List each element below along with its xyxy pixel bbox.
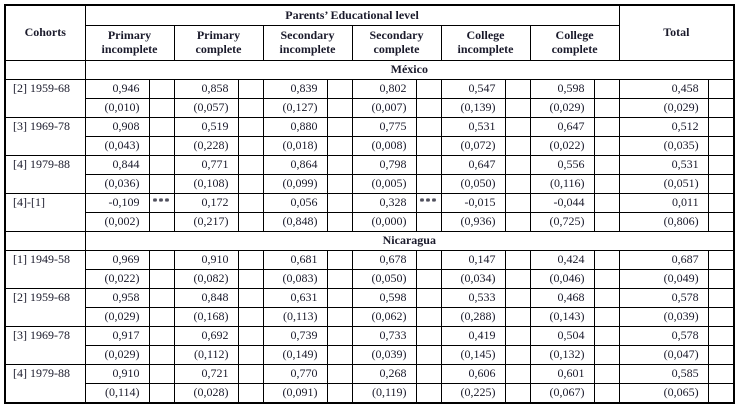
- standard-error-cell: (0,043): [85, 137, 149, 156]
- standard-error-cell: (0,028): [174, 384, 238, 404]
- significance-empty-cell: [594, 270, 619, 289]
- standard-error-cell: (0,091): [263, 384, 327, 404]
- standard-error-cell: (0,099): [263, 175, 327, 194]
- significance-empty-cell: [708, 175, 734, 194]
- standard-error-cell: (0,936): [441, 213, 505, 232]
- significance-cell: [505, 194, 530, 213]
- significance-cell: ***: [416, 194, 441, 213]
- standard-error-cell: (0,050): [441, 175, 505, 194]
- value-cell: 0,601: [530, 365, 594, 384]
- standard-error-cell: (0,057): [174, 99, 238, 118]
- table-header: [5, 5, 734, 61]
- value-cell: -0,044: [530, 194, 594, 213]
- value-cell: 0,578: [619, 289, 708, 308]
- column-header-primary-incomplete: Primary incomplete: [85, 26, 174, 61]
- significance-cell: [416, 327, 441, 346]
- significance-empty-cell: [149, 346, 174, 365]
- significance-cell: [594, 80, 619, 99]
- significance-cell: [505, 327, 530, 346]
- value-cell: 0,858: [174, 80, 238, 99]
- significance-empty-cell: [708, 99, 734, 118]
- significance-cell: [505, 80, 530, 99]
- value-cell: 0,647: [530, 118, 594, 137]
- significance-cell: [594, 118, 619, 137]
- value-cell: 0,917: [85, 327, 149, 346]
- significance-cell: [708, 251, 734, 270]
- standard-error-cell: (0,029): [530, 99, 594, 118]
- standard-error-cell: (0,050): [352, 270, 416, 289]
- significance-empty-cell: [327, 99, 352, 118]
- significance-empty-cell: [149, 213, 174, 232]
- significance-empty-cell: [149, 308, 174, 327]
- value-cell: 0,056: [263, 194, 327, 213]
- value-cell: 0,839: [263, 80, 327, 99]
- value-cell: 0,775: [352, 118, 416, 137]
- country-band-label: México: [85, 61, 734, 80]
- value-cell: 0,419: [441, 327, 505, 346]
- significance-cell: [505, 289, 530, 308]
- cohort-label: [4]-[1]: [5, 194, 85, 232]
- standard-error-row: [5, 308, 734, 327]
- value-cell: 0,844: [85, 156, 149, 175]
- value-cell: 0,556: [530, 156, 594, 175]
- significance-empty-cell: [327, 308, 352, 327]
- value-cell: 0,531: [619, 156, 708, 175]
- significance-cell: [594, 251, 619, 270]
- significance-empty-cell: [149, 137, 174, 156]
- value-cell: 0,733: [352, 327, 416, 346]
- significance-empty-cell: [327, 137, 352, 156]
- column-header-secondary-incomplete: Secondary incomplete: [263, 26, 352, 61]
- value-cell: 0,739: [263, 327, 327, 346]
- significance-cell: [149, 156, 174, 175]
- significance-empty-cell: [505, 175, 530, 194]
- value-row: [5, 365, 734, 384]
- significance-cell: [594, 156, 619, 175]
- band-empty-cell: [5, 232, 85, 251]
- standard-error-cell: (0,072): [441, 137, 505, 156]
- standard-error-cell: (0,018): [263, 137, 327, 156]
- standard-error-cell: (0,228): [174, 137, 238, 156]
- value-cell: 0,547: [441, 80, 505, 99]
- significance-cell: [149, 327, 174, 346]
- value-cell: 0,606: [441, 365, 505, 384]
- significance-cell: [149, 289, 174, 308]
- value-cell: 0,802: [352, 80, 416, 99]
- significance-empty-cell: [416, 270, 441, 289]
- cohorts-header: Cohorts: [5, 5, 85, 61]
- significance-cell: [708, 365, 734, 384]
- significance-empty-cell: [594, 99, 619, 118]
- significance-cell: [708, 80, 734, 99]
- significance-cell: [416, 365, 441, 384]
- standard-error-cell: (0,067): [530, 384, 594, 404]
- significance-empty-cell: [149, 175, 174, 194]
- standard-error-cell: (0,046): [530, 270, 594, 289]
- significance-empty-cell: [708, 308, 734, 327]
- standard-error-cell: (0,108): [174, 175, 238, 194]
- standard-error-cell: (0,049): [619, 270, 708, 289]
- standard-error-cell: (0,113): [263, 308, 327, 327]
- value-cell: 0,011: [619, 194, 708, 213]
- standard-error-cell: (0,029): [619, 99, 708, 118]
- significance-cell: [238, 80, 263, 99]
- cohort-label: [2] 1959-68: [5, 289, 85, 327]
- significance-empty-cell: [708, 270, 734, 289]
- standard-error-cell: (0,007): [352, 99, 416, 118]
- significance-empty-cell: [327, 270, 352, 289]
- significance-empty-cell: [416, 308, 441, 327]
- significance-empty-cell: [238, 175, 263, 194]
- group-title-header: Parents’ Educational level: [85, 5, 619, 26]
- significance-cell: [708, 194, 734, 213]
- column-header-college-complete: College complete: [530, 26, 619, 61]
- significance-cell: [149, 365, 174, 384]
- significance-cell: [416, 118, 441, 137]
- value-cell: 0,147: [441, 251, 505, 270]
- standard-error-cell: (0,168): [174, 308, 238, 327]
- significance-cell: [416, 251, 441, 270]
- standard-error-cell: (0,000): [352, 213, 416, 232]
- significance-empty-cell: [327, 346, 352, 365]
- significance-empty-cell: [505, 270, 530, 289]
- standard-error-cell: (0,022): [530, 137, 594, 156]
- significance-empty-cell: [594, 308, 619, 327]
- value-cell: -0,015: [441, 194, 505, 213]
- significance-cell: [238, 118, 263, 137]
- standard-error-cell: (0,132): [530, 346, 594, 365]
- value-cell: 0,328: [352, 194, 416, 213]
- value-cell: 0,504: [530, 327, 594, 346]
- significance-cell: [238, 194, 263, 213]
- country-band-row: [5, 232, 734, 251]
- standard-error-cell: (0,288): [441, 308, 505, 327]
- significance-cell: [327, 118, 352, 137]
- standard-error-cell: (0,114): [85, 384, 149, 404]
- significance-empty-cell: [708, 346, 734, 365]
- significance-empty-cell: [149, 270, 174, 289]
- significance-cell: [327, 156, 352, 175]
- value-cell: 0,721: [174, 365, 238, 384]
- value-cell: 0,585: [619, 365, 708, 384]
- significance-cell: [708, 289, 734, 308]
- significance-cell: [327, 194, 352, 213]
- significance-cell: [505, 251, 530, 270]
- country-band-row: [5, 61, 734, 80]
- standard-error-cell: (0,127): [263, 99, 327, 118]
- standard-error-cell: (0,149): [263, 346, 327, 365]
- educational-mobility-table: [4, 4, 735, 404]
- value-cell: 0,631: [263, 289, 327, 308]
- significance-cell: [505, 118, 530, 137]
- standard-error-cell: (0,225): [441, 384, 505, 404]
- value-cell: 0,598: [352, 289, 416, 308]
- significance-cell: [594, 365, 619, 384]
- value-cell: 0,771: [174, 156, 238, 175]
- significance-cell: [149, 118, 174, 137]
- significance-empty-cell: [505, 99, 530, 118]
- significance-empty-cell: [416, 137, 441, 156]
- value-cell: 0,531: [441, 118, 505, 137]
- significance-empty-cell: [327, 384, 352, 404]
- value-cell: 0,533: [441, 289, 505, 308]
- significance-cell: [505, 156, 530, 175]
- standard-error-row: [5, 137, 734, 156]
- value-cell: 0,864: [263, 156, 327, 175]
- significance-cell: [149, 80, 174, 99]
- value-cell: 0,468: [530, 289, 594, 308]
- value-cell: 0,172: [174, 194, 238, 213]
- cohort-label: [1] 1949-58: [5, 251, 85, 289]
- significance-cell: [594, 194, 619, 213]
- significance-empty-cell: [505, 384, 530, 404]
- significance-cell: [238, 365, 263, 384]
- significance-empty-cell: [505, 346, 530, 365]
- value-cell: 0,910: [85, 365, 149, 384]
- significance-empty-cell: [594, 213, 619, 232]
- significance-cell: [327, 251, 352, 270]
- standard-error-cell: (0,039): [352, 346, 416, 365]
- significance-cell: [238, 327, 263, 346]
- value-cell: 0,692: [174, 327, 238, 346]
- significance-cell: [416, 156, 441, 175]
- value-cell: 0,519: [174, 118, 238, 137]
- standard-error-cell: (0,039): [619, 308, 708, 327]
- standard-error-cell: (0,145): [441, 346, 505, 365]
- significance-empty-cell: [238, 308, 263, 327]
- value-cell: 0,512: [619, 118, 708, 137]
- value-cell: 0,969: [85, 251, 149, 270]
- standard-error-cell: (0,047): [619, 346, 708, 365]
- significance-cell: [416, 80, 441, 99]
- significance-empty-cell: [238, 384, 263, 404]
- standard-error-cell: (0,029): [85, 308, 149, 327]
- significance-empty-cell: [327, 213, 352, 232]
- standard-error-cell: (0,065): [619, 384, 708, 404]
- significance-cell: [327, 80, 352, 99]
- column-header-college-incomplete: College incomplete: [441, 26, 530, 61]
- standard-error-cell: (0,029): [85, 346, 149, 365]
- value-cell: 0,681: [263, 251, 327, 270]
- value-cell: -0,109: [85, 194, 149, 213]
- standard-error-cell: (0,725): [530, 213, 594, 232]
- value-cell: 0,687: [619, 251, 708, 270]
- significance-empty-cell: [505, 308, 530, 327]
- value-cell: 0,908: [85, 118, 149, 137]
- value-row: [5, 327, 734, 346]
- standard-error-cell: (0,806): [619, 213, 708, 232]
- significance-empty-cell: [238, 346, 263, 365]
- significance-empty-cell: [505, 213, 530, 232]
- significance-empty-cell: [238, 137, 263, 156]
- standard-error-cell: (0,116): [530, 175, 594, 194]
- significance-empty-cell: [708, 213, 734, 232]
- standard-error-cell: (0,848): [263, 213, 327, 232]
- value-cell: 0,958: [85, 289, 149, 308]
- value-cell: 0,647: [441, 156, 505, 175]
- value-cell: 0,424: [530, 251, 594, 270]
- value-cell: 0,598: [530, 80, 594, 99]
- standard-error-row: [5, 213, 734, 232]
- significance-empty-cell: [708, 384, 734, 404]
- significance-empty-cell: [708, 137, 734, 156]
- significance-empty-cell: [505, 137, 530, 156]
- value-row: [5, 156, 734, 175]
- value-cell: 0,910: [174, 251, 238, 270]
- significance-empty-cell: [416, 346, 441, 365]
- cohort-label: [3] 1969-78: [5, 327, 85, 365]
- total-header: Total: [619, 5, 734, 61]
- significance-empty-cell: [594, 346, 619, 365]
- cohort-label: [4] 1979-88: [5, 365, 85, 404]
- value-cell: 0,578: [619, 327, 708, 346]
- standard-error-row: [5, 270, 734, 289]
- significance-empty-cell: [594, 137, 619, 156]
- significance-empty-cell: [416, 175, 441, 194]
- standard-error-cell: (0,062): [352, 308, 416, 327]
- standard-error-cell: (0,035): [619, 137, 708, 156]
- cohort-label: [3] 1969-78: [5, 118, 85, 156]
- table-body: [5, 61, 734, 404]
- cohort-label: [2] 1959-68: [5, 80, 85, 118]
- significance-empty-cell: [327, 175, 352, 194]
- significance-cell: [708, 327, 734, 346]
- value-cell: 0,458: [619, 80, 708, 99]
- value-row: [5, 80, 734, 99]
- significance-cell: [505, 365, 530, 384]
- significance-cell: [708, 156, 734, 175]
- value-cell: 0,946: [85, 80, 149, 99]
- standard-error-cell: (0,002): [85, 213, 149, 232]
- significance-cell: [594, 327, 619, 346]
- significance-empty-cell: [238, 213, 263, 232]
- value-cell: 0,798: [352, 156, 416, 175]
- significance-cell: [149, 251, 174, 270]
- significance-cell: [238, 251, 263, 270]
- significance-cell: [327, 327, 352, 346]
- significance-empty-cell: [594, 175, 619, 194]
- value-cell: 0,770: [263, 365, 327, 384]
- value-cell: 0,880: [263, 118, 327, 137]
- standard-error-cell: (0,034): [441, 270, 505, 289]
- significance-empty-cell: [149, 99, 174, 118]
- significance-empty-cell: [594, 384, 619, 404]
- standard-error-cell: (0,005): [352, 175, 416, 194]
- value-row: [5, 194, 734, 213]
- significance-empty-cell: [238, 99, 263, 118]
- standard-error-cell: (0,119): [352, 384, 416, 404]
- standard-error-row: [5, 175, 734, 194]
- cohort-label: [4] 1979-88: [5, 156, 85, 194]
- standard-error-cell: (0,008): [352, 137, 416, 156]
- significance-empty-cell: [416, 99, 441, 118]
- significance-cell: [327, 365, 352, 384]
- standard-error-cell: (0,139): [441, 99, 505, 118]
- standard-error-cell: (0,083): [263, 270, 327, 289]
- country-band-label: Nicaragua: [85, 232, 734, 251]
- standard-error-cell: (0,217): [174, 213, 238, 232]
- standard-error-cell: (0,051): [619, 175, 708, 194]
- standard-error-cell: (0,010): [85, 99, 149, 118]
- value-row: [5, 251, 734, 270]
- value-cell: 0,268: [352, 365, 416, 384]
- value-row: [5, 118, 734, 137]
- standard-error-row: [5, 99, 734, 118]
- value-cell: 0,848: [174, 289, 238, 308]
- standard-error-cell: (0,022): [85, 270, 149, 289]
- value-row: [5, 289, 734, 308]
- significance-cell: [238, 156, 263, 175]
- significance-empty-cell: [149, 384, 174, 404]
- significance-cell: [327, 289, 352, 308]
- significance-cell: [594, 289, 619, 308]
- standard-error-cell: (0,143): [530, 308, 594, 327]
- significance-cell: [238, 289, 263, 308]
- significance-cell: [416, 289, 441, 308]
- standard-error-row: [5, 384, 734, 404]
- significance-empty-cell: [238, 270, 263, 289]
- standard-error-cell: (0,112): [174, 346, 238, 365]
- standard-error-row: [5, 346, 734, 365]
- column-header-primary-complete: Primary complete: [174, 26, 263, 61]
- band-empty-cell: [5, 61, 85, 80]
- significance-empty-cell: [416, 213, 441, 232]
- standard-error-cell: (0,036): [85, 175, 149, 194]
- significance-cell: [708, 118, 734, 137]
- value-cell: 0,678: [352, 251, 416, 270]
- column-header-secondary-complete: Secondary complete: [352, 26, 441, 61]
- standard-error-cell: (0,082): [174, 270, 238, 289]
- significance-empty-cell: [416, 384, 441, 404]
- significance-cell: ***: [149, 194, 174, 213]
